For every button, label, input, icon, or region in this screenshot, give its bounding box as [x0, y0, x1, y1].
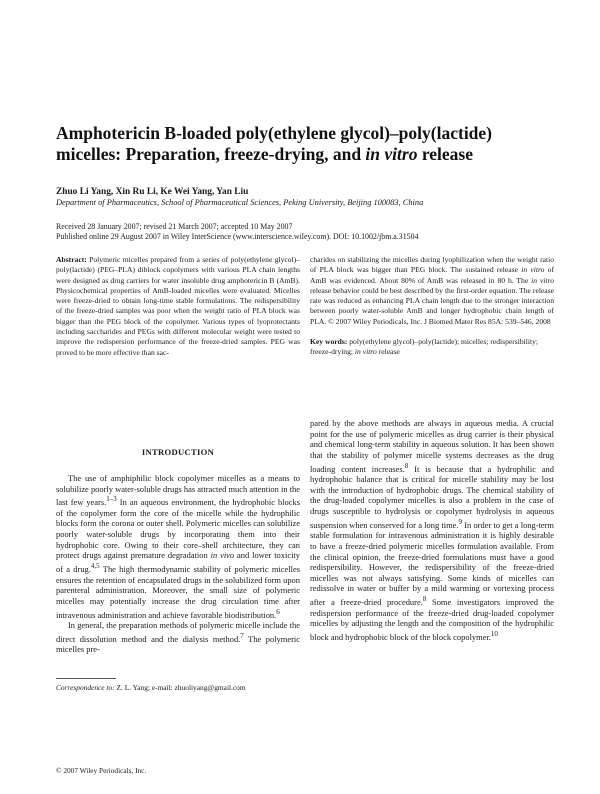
text-run: The high thermodynamic stability of polymeric micelles ensures the retention of encapsulated drugs in the solubilized form upon parenteral administration. Moreover, the small size of polymeric micelles may potentially increase the drug circulation time after intravenous administration and achieve favorable biodistribution.	[56, 563, 300, 620]
abstract-label: Abstract:	[56, 255, 87, 264]
paragraph	[56, 620, 300, 655]
keywords-italic: in vitro	[354, 347, 377, 357]
abstract-text-right-a: charides on stabilizing the micelles during lyophilization when the weight ratio of PLA block was bigger than PEG block. The sustained release	[310, 255, 554, 275]
text-run: pared by the above methods are always in aqueous media. A crucial point for the use of polymeric micelles as drug carrier is their physical and chemical long-term stability in aqueous solution. It has been shown that the stability of polymer micelle systems decreases as the drug loading content increases.	[310, 418, 554, 474]
article-title	[56, 123, 556, 165]
keywords	[310, 337, 554, 358]
paragraph	[310, 418, 554, 642]
publication-dates	[56, 222, 556, 243]
abstract-italic-2: in vitro	[531, 275, 554, 285]
abstract-text-right-b: of AmB was evidenced. About 80% of AmB was released in 80 h. The	[310, 265, 554, 285]
citation: 8	[404, 461, 409, 470]
paragraph	[56, 473, 300, 620]
correspondence-text: Z. L. Yang; e-mail: zhuoliyang@gmail.com	[114, 683, 246, 692]
abstract-italic-1: in vitro	[521, 265, 545, 275]
text-run: Some investigators improved the redispersion performance of the freeze-dried drug-loaded copolymer micelles by adjusting the length and the composition of the hydrophilic block and hydrophobic block of the block copolymer.	[310, 596, 554, 642]
text-run: In order to get a long-term stable formulation for intravenous administration it is highly desirable to have a freeze-dried polymeric micelles formulation available. From the clinical opinion, the freeze-dried formulations must have a good redispersibility. However, the redispersibility of the freeze-dried micelles was not always satisfying. Some kinds of micelles can redissolve in water or buffer by a mild warming or vortexing process after a freeze-dried procedure.	[310, 519, 554, 607]
introduction-heading: INTRODUCTION	[141, 447, 215, 457]
text-run: and lower toxicity of a drug.	[56, 550, 300, 574]
text-run: In general, the preparation methods of polymeric micelle include the direct dissolution method and the dialysis method.	[56, 619, 300, 644]
keywords-end: release	[376, 347, 400, 357]
copyright-notice: © 2007 Wiley Periodicals, Inc.	[56, 766, 147, 775]
citation: 10	[490, 629, 498, 638]
abstract-right	[310, 255, 554, 327]
published-online: Published online 29 August 2007 in Wiley InterScience (www.interscience.wiley.com). DOI: 10.1002/jbm.a.31504	[56, 232, 419, 242]
title-italic: in vitro	[365, 144, 418, 164]
received-dates: Received 28 January 2007; revised 21 March 2007; accepted 10 May 2007	[56, 222, 293, 231]
text-run: In an aqueous environment, the hydrophobic blocks of the copolymer form the core of the micelle while the hydrophilic blocks form the corona or outer shell. Polymeric micelles can solubilize poorly water-soluble drugs by incorporating them into their hydrophobic core. Owing to their core–shell architecture, they can protect drugs against premature degradation	[56, 497, 300, 561]
correspondence-note	[56, 683, 300, 693]
keywords-text: poly(ethylene glycol)–poly(lactide); micelles; redispersibility; freeze-drying;	[310, 337, 538, 357]
body-column-left	[56, 473, 300, 655]
citation: 1–3	[106, 495, 117, 504]
author-list: Zhuo Li Yang, Xin Ru Li, Ke Wei Yang, Yan Liu	[56, 187, 249, 197]
citation: 9	[458, 517, 462, 526]
correspondence-label: Correspondence to:	[56, 683, 115, 692]
citation: 7	[240, 631, 244, 640]
affiliation: Department of Pharmaceutics, School of Pharmaceutical Sciences, Peking University, Beijing 100083, China	[56, 198, 424, 207]
text-run: It is because that a hydrophilic and hydrophobic balance that is critical for micelle stability may be lost with the introduction of hydrophobic drugs. The chemical stability of the drug-loaded copolymer micelles is also a problem in the case of drugs susceptible to hydrolysis or copolymer hydrolysis in aqueous suspension when conserved for a long time.	[310, 463, 554, 530]
abstract-text-left: Polymeric micelles prepared from a series of poly(ethylene glycol)–poly(lactide) (PEG–PLA) diblock copolymers with various PLA chain lengths were designed as drug carriers for water insoluble drug amphotericin B (AmB). Physicochemical properties of AmB-loaded micelles were evaluated. Micelles were freeze-dried to obtain long-time stable formulations. The redispersibility of the freeze-dried samples was poor when the weight ratio of PLA block was bigger than the PEG block of the copolymer. Various types of lyoprotectants including saccharides and PEGs with different molecular weight were tested to improve the redispersion performance of the freeze-dried samples. PEG was proved to be more effective than sac-	[56, 255, 300, 357]
text-run: The use of amphiphilic block copolymer micelles as a means to solubilize poorly water-soluble drugs has attracted much attention in the last few years.	[56, 473, 300, 508]
title-line-1: Amphotericin B-loaded poly(ethylene glycol)–poly(lactide)	[56, 123, 493, 143]
title-end: release	[417, 144, 474, 164]
citation: 4,5	[90, 562, 100, 571]
text-run: The polymeric micelles pre-	[56, 633, 300, 655]
citation: 6	[276, 607, 280, 616]
text-italic: in vivo	[210, 550, 235, 561]
keywords-label: Key words:	[310, 337, 348, 346]
citation: 8	[422, 595, 427, 604]
footnote-divider	[56, 678, 116, 679]
body-column-right	[310, 418, 554, 642]
abstract-text-right-c: release behavior could be best described by the first-order equation. The release rate was reduced as enhancing PLA chain length due to the stronger interaction between poorly water-soluble AmB and longer hydrophobic chain length of PLA. © 2007 Wiley Periodicals, Inc. J Biomed Mater Res 85A: 539–546, 2008	[310, 285, 554, 326]
abstract-left	[56, 255, 300, 358]
title-line-2: micelles: Preparation, freeze-drying, and	[56, 144, 366, 164]
